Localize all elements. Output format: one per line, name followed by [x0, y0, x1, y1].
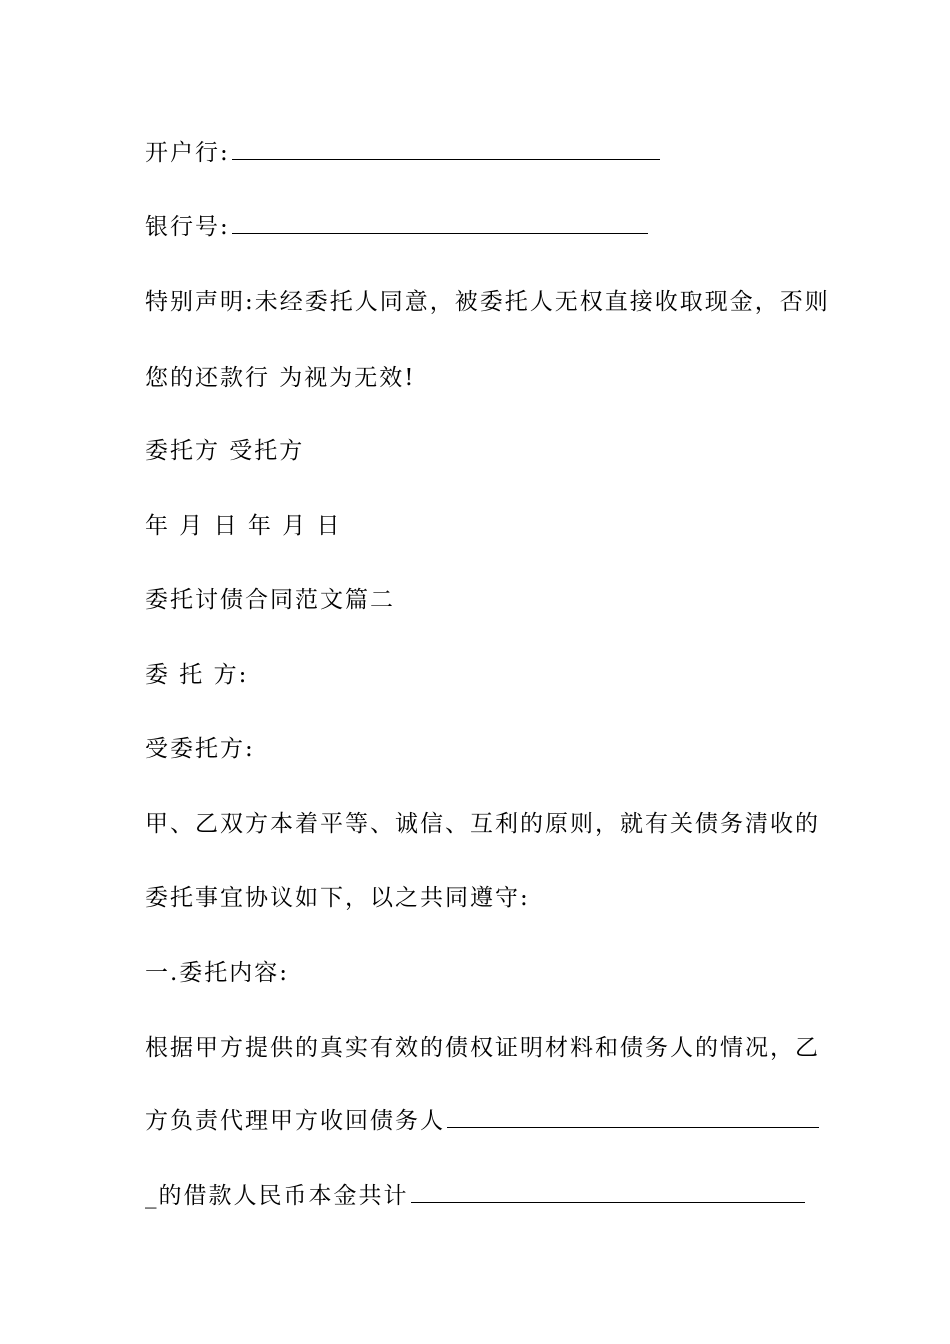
dates-line: 年 月 日 年 月 日: [145, 513, 342, 539]
bank-line: [145, 142, 660, 165]
paragraph-2-line-3: [145, 1185, 805, 1208]
clause-1-title: 一.委托内容:: [145, 960, 290, 986]
paragraph-1-line-2: 委托事宜协议如下，以之共同遵守:: [145, 885, 530, 911]
amount-blank: [411, 1201, 805, 1203]
debtor-blank: [447, 1126, 819, 1128]
bank-blank: [232, 158, 660, 160]
account-line: [145, 216, 648, 239]
bank-label: 开户行:: [145, 140, 230, 166]
paragraph-2-line-1: 根据甲方提供的真实有效的债权证明材料和债务人的情况，乙: [145, 1035, 820, 1061]
account-label: 银行号:: [145, 214, 230, 240]
section-title: 委托讨债合同范文篇二: [145, 587, 395, 613]
principal-amount-text: _的借款人民币本金共计: [145, 1183, 409, 1209]
statement-line-2: 您的还款行 为视为无效!: [145, 365, 416, 391]
statement-line-1: 特别声明:未经委托人同意，被委托人无权直接收取现金，否则: [145, 289, 830, 315]
parties-line: 委托方 受托方: [145, 438, 305, 464]
paragraph-1-line-1: 甲、乙双方本着平等、诚信、互利的原则，就有关债务清收的: [145, 811, 820, 837]
agent-label: 受委托方:: [145, 736, 255, 762]
principal-label: 委 托 方:: [145, 662, 249, 688]
debtor-text: 方负责代理甲方收回债务人: [145, 1108, 445, 1134]
account-blank: [232, 232, 648, 234]
paragraph-2-line-2: [145, 1110, 819, 1133]
